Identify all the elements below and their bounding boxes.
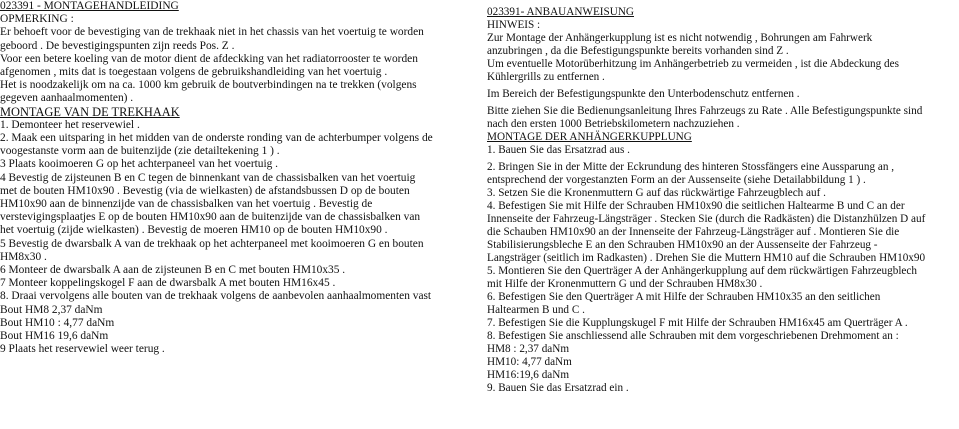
torque-line: HM16:19,6 daNm: [487, 369, 570, 381]
step-line: het voertuig (zijde wielkasten) . Bevestig de moeren HM10 op de bouten HM10x90 .: [0, 224, 388, 237]
step-line: HM8x30 .: [0, 250, 47, 263]
step-line: 3. Setzen Sie die Kronenmuttern G auf das rückwärtige Fahrzeugblech auf .: [487, 187, 826, 199]
step-line: 4 Bevestig de zijsteunen B en C tegen de binnenkant van de chassisbalken van het voertuig: [0, 171, 416, 184]
step-line: 6 Monteer de dwarsbalk A aan de zijsteunen B en C met bouten HM10x35 .: [0, 264, 346, 277]
step-line: 4. Befestigen Sie mit Hilfe der Schrauben HM10x90 die seitlichen Haltearme B und C an der: [487, 200, 905, 212]
torque-line: Bout HM16 19,6 daNm: [0, 330, 109, 343]
step-line: Langsträger (seitlich im Radkasten) . Drehen Sie die Muttern HM10 auf die Schrauben HM10x90: [487, 252, 926, 264]
mounting-steps: [487, 144, 959, 395]
dutch-instructions: [0, 0, 470, 356]
torque-line: HM8 : 2,37 daNm: [487, 343, 570, 355]
note-line: anzubringen , da die Befestigungspunkte bereits vorhanden sind Z .: [487, 45, 789, 57]
step-line: 5 Bevestig de dwarsbalk A van de trekhaak op het achterpaneel met kooimoeren G en bouten: [0, 237, 424, 250]
step-line: 2. Bringen Sie in der Mitte der Eckrundung des hinteren Stossfängers eine Aussparung an ,: [487, 161, 895, 173]
note-text: [487, 32, 959, 131]
step-line: Stabilisierungsbleche E an den Schrauben HM10x90 an der Aussenseite der Fahrzeug -: [487, 239, 878, 251]
note-text: [0, 26, 470, 105]
step-line: voogestanste vorm aan de buitenzijde (zie detailtekening 1 ) .: [0, 145, 280, 158]
german-instructions: [487, 0, 959, 395]
note-line: Er behoeft voor de bevestiging van de trekhaak niet in het chassis van het voertuig te worden: [0, 26, 424, 39]
step-line: 7. Befestigen Sie die Kupplungskugel F mit Hilfe der Schrauben HM16x45 am Querträger A .: [487, 317, 908, 329]
note-line: Voor een betere koeling van de motor dient de afdeckking van het radiatorrooster te worden: [0, 52, 418, 65]
step-line: HM10x90 aan de binnenzijde van de chassisbalken van het voertuig . Bevestig de: [0, 198, 373, 211]
step-line: mit Hilfe der Kronenmuttern G und der Schrauben HM8x30 .: [487, 278, 763, 290]
step-line: 3 Plaats kooimoeren G op het achterpaneel van het voertuig .: [0, 158, 279, 171]
step-line: 8. Befestigen Sie anschliessend alle Schrauben mit dem vorgeschriebenen Drehmoment an :: [487, 330, 899, 342]
step-line: 5. Montieren Sie den Querträger A der Anhängerkupplung auf dem rückwärtigen Fahrzeugblech: [487, 265, 917, 277]
step-line: entsprechend der vorgestanzten Form an der Aussenseite (siehe Detailabbildung 1 ) .: [487, 174, 866, 186]
note-heading: HINWEIS :: [487, 19, 541, 31]
note-line: Zur Montage der Anhängerkupplung ist es nicht notwendig , Bohrungen am Fahrwerk: [487, 32, 873, 44]
note-line: afgenomen , mits dat is toegestaan volgens de gebruikshandleiding van het voertuig .: [0, 66, 388, 79]
torque-line: Bout HM10 : 4,77 daNm: [0, 316, 115, 329]
step-line: 6. Befestigen Sie den Querträger A mit Hilfe der Schrauben HM10x35 an den seitlichen: [487, 291, 881, 303]
note-line: Kühlergrills zu entfernen .: [487, 71, 605, 83]
note-line: Um eventuelle Motorüberhitzung im Anhängerbetrieb zu vermeiden , ist die Abdeckung des: [487, 58, 899, 70]
step-line: die Schauben HM10x90 an der Innenseite der Fahrzeug-Längsträger auf . Montieren Sie die: [487, 226, 900, 238]
step-line: 2. Maak een uitsparing in het midden van de onderste ronding van de achterbumper volgens de: [0, 132, 433, 145]
note-line: geboord . De bevestigingspunten zijn reeds Pos. Z .: [0, 39, 235, 52]
note-line: gegeven aanhaalmomenten) .: [0, 92, 134, 105]
torque-line: HM10: 4,77 daNm: [487, 356, 572, 368]
note-line: nach den ersten 1000 Betriebskilometern nachzuziehen .: [487, 118, 740, 130]
step-line: Innenseite der Fahrzeug-Längsträger . Stecken Sie (durch die Radkästen) die Distanzhülzen D auf: [487, 213, 926, 225]
step-line: verstevigingsplaatjes E op de bouten HM10x90 aan de buitenzijde van de chassisbalken van: [0, 211, 421, 224]
document-code: 023391 - MONTAGEHANDLEIDING: [0, 0, 179, 12]
step-line: 1. Bauen Sie das Ersatzrad aus .: [487, 144, 630, 156]
step-line: 1. Demonteer het reservewiel .: [0, 118, 140, 131]
note-line: Het is noodzakelijk om na ca. 1000 km gebruik de boutverbindingen na te trekken (volgens: [0, 79, 417, 92]
note-line: Bitte ziehen Sie die Bedienungsanleitung Ihres Fahrzeugs zu Rate . Alle Befestigungspunkte sind: [487, 105, 923, 117]
step-line: 9. Bauen Sie das Ersatzrad ein .: [487, 382, 629, 394]
step-line: met de bouten HM10x90 . Bevestig (via de wielkasten) de afstandsbussen D op de bouten: [0, 184, 410, 197]
mounting-heading: MONTAGE DER ANHÄNGERKUPPLUNG: [487, 131, 692, 143]
note-line: Im Bereich der Befestigungspunkte den Unterbodenschutz entfernen .: [487, 88, 800, 100]
note-heading: OPMERKING :: [0, 13, 74, 26]
step-line: 7 Monteer koppelingskogel F aan de dwarsbalk A met bouten HM16x45 .: [0, 277, 336, 290]
mounting-steps: [0, 119, 470, 357]
torque-line: Bout HM8 2,37 daNm: [0, 303, 103, 316]
step-line: Haltearmen B und C .: [487, 304, 585, 316]
step-line: 8. Draai vervolgens alle bouten van de trekhaak volgens de aanbevolen aanhaalmomenten vast: [0, 290, 432, 303]
document-code: 023391- ANBAUANWEISUNG: [487, 6, 634, 18]
step-line: 9 Plaats het reservewiel weer terug .: [0, 343, 165, 356]
mounting-heading: MONTAGE VAN DE TREKHAAK: [0, 104, 180, 119]
